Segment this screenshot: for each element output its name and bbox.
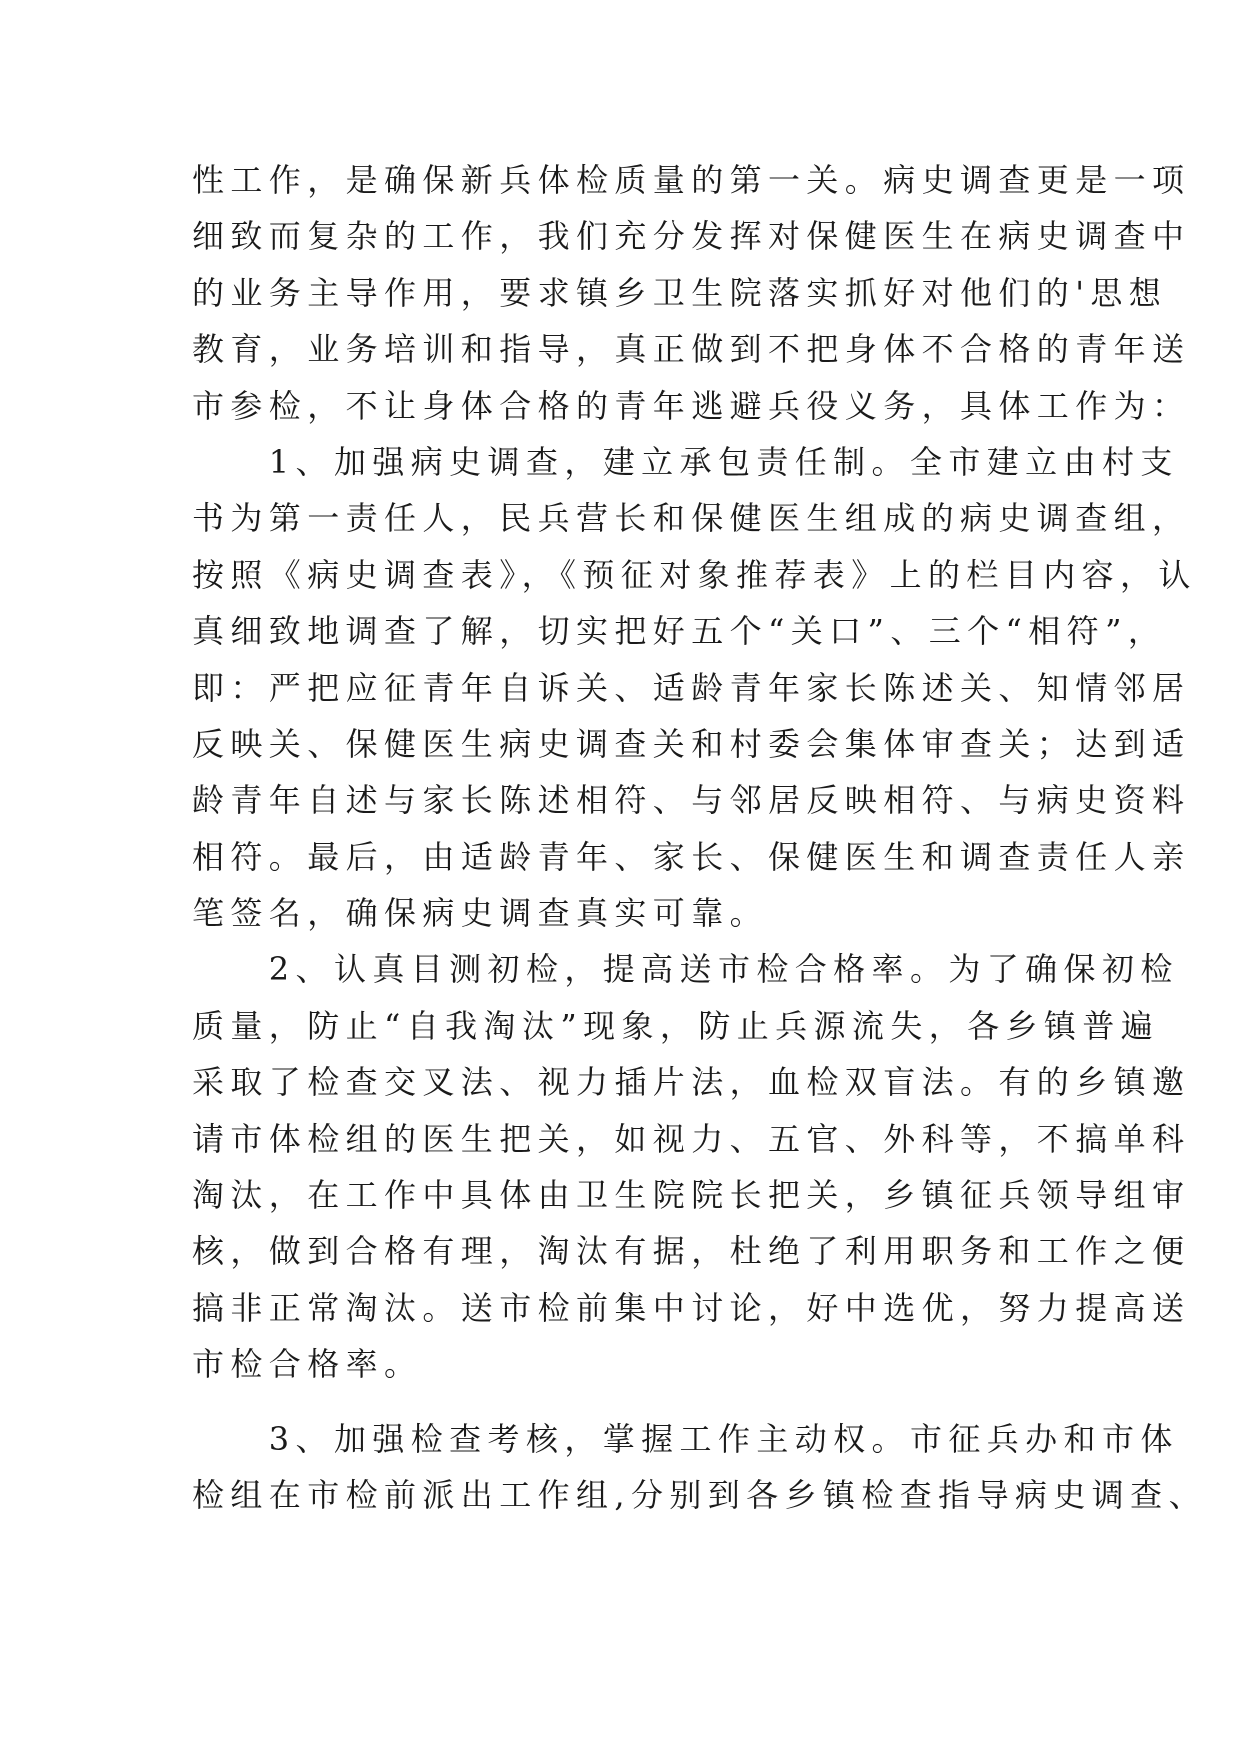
text-line: 细致而复杂的工作，我们充分发挥对保健医生在病史调查中 <box>192 217 1191 256</box>
text-line: 书为第一责任人，民兵营长和保健医生组成的病史调查组， <box>192 499 1191 538</box>
paragraph-block <box>192 1411 1207 1524</box>
text-line: 教育，业务培训和指导，真正做到不把身体不合格的青年送 <box>192 330 1191 369</box>
text-line: 市参检，不让身体合格的青年逃避兵役义务，具体工作为： <box>192 386 1191 425</box>
text-line: 即：严把应征青年自诉关、适龄青年家长陈述关、知情邻居 <box>192 668 1191 707</box>
text-line: 的业务主导作用，要求镇乡卫生院落实抓好对他们的'思想 <box>192 273 1168 312</box>
text-line: 2、认真目测初检，提高送市检合格率。为了确保初检 <box>192 950 1179 989</box>
text-line: 搞非正常淘汰。送市检前集中讨论，好中选优，努力提高送 <box>192 1288 1191 1327</box>
text-line: 反映关、保健医生病史调查关和村委会集体审查关；达到适 <box>192 724 1191 763</box>
text-line: 笔签名，确保病史调查真实可靠。 <box>192 894 769 933</box>
text-line: 真细致地调查了解，切实把好五个“关口”、三个“相符”， <box>192 612 1167 651</box>
text-line: 核，做到合格有理，淘汰有据，杜绝了利用职务和工作之便 <box>192 1232 1191 1271</box>
text-line: 检组在市检前派出工作组,分别到各乡镇检查指导病史调查、 <box>192 1475 1207 1514</box>
text-line: 按照《病史调查表》，《预征对象推荐表》上的栏目内容，认 <box>192 555 1197 594</box>
paragraph-block <box>192 152 1197 1393</box>
text-line: 性工作，是确保新兵体检质量的第一关。病史调查更是一项 <box>192 161 1191 199</box>
text-line: 龄青年自述与家长陈述相符、与邻居反映相符、与病史资料 <box>192 781 1191 820</box>
text-line: 请市体检组的医生把关，如视力、五官、外科等，不搞单科 <box>192 1119 1191 1158</box>
text-line: 质量，防止“自我淘汰”现象，防止兵源流失，各乡镇普遍 <box>192 1006 1160 1045</box>
document-page <box>192 152 1207 1523</box>
text-line: 相符。最后，由适龄青年、家长、保健医生和调查责任人亲 <box>192 837 1191 876</box>
text-line: 3、加强检查考核，掌握工作主动权。市征兵办和市体 <box>192 1419 1179 1458</box>
text-line: 采取了检查交叉法、视力插片法，血检双盲法。有的乡镇邀 <box>192 1063 1191 1102</box>
text-line: 淘汰，在工作中具体由卫生院院长把关，乡镇征兵领导组审 <box>192 1176 1191 1215</box>
text-line: 1、加强病史调查，建立承包责任制。全市建立由村支 <box>192 442 1179 481</box>
text-line: 市检合格率。 <box>192 1345 423 1384</box>
paragraph-gap <box>192 1393 1058 1411</box>
